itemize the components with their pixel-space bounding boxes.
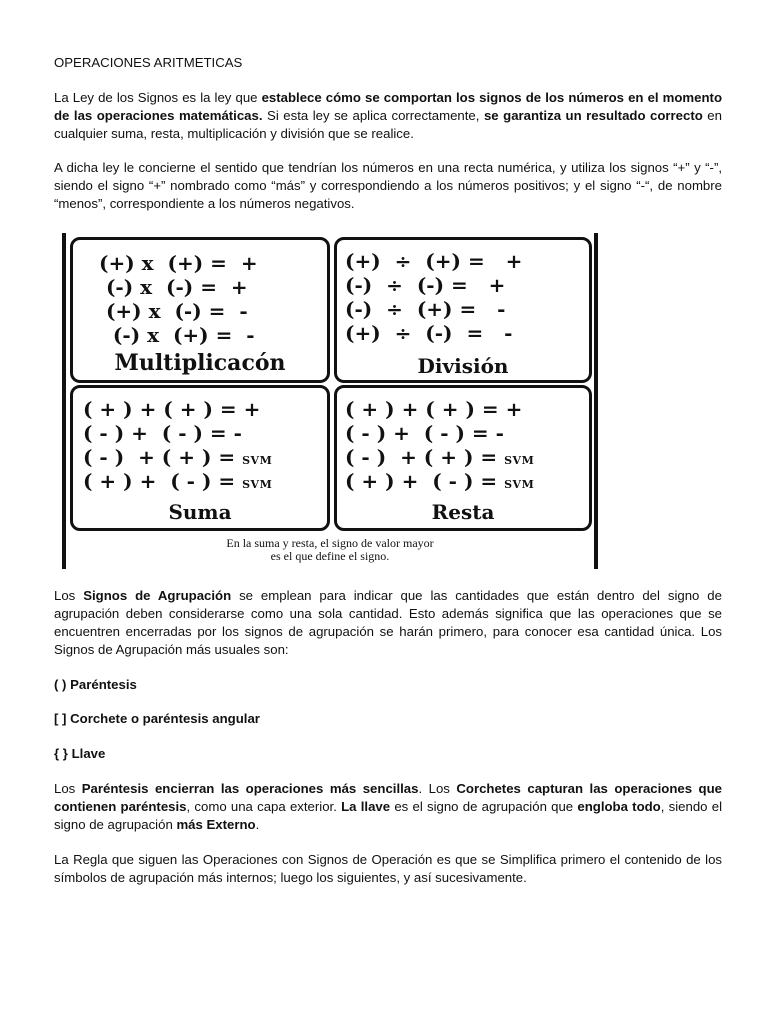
sum-label: Suma — [168, 500, 232, 524]
text-run: . — [255, 817, 260, 832]
grouping-item-corchete — [54, 710, 722, 728]
rule-expression: ( - ) + ( - ) = - — [83, 421, 242, 445]
rule-expression: ( - ) + ( + ) = — [345, 445, 505, 469]
signs-rules-figure — [62, 233, 598, 569]
grouping-name: Corchete o paréntesis angular — [66, 711, 260, 726]
paragraph-jerarquia-agrupacion — [54, 780, 722, 834]
rule-expression: ( + ) + ( + ) = + — [345, 397, 523, 421]
bold-run: se garantiza un resultado correcto — [483, 108, 703, 123]
multiplication-rule: (-) x (-) = + — [99, 275, 248, 299]
text-run: , como una capa exterior. — [186, 799, 342, 814]
grouping-item-llave — [54, 745, 722, 763]
rule-expression: ( - ) + ( - ) = - — [345, 421, 504, 445]
division-rule: (-) ÷ (+) = - — [345, 297, 506, 321]
rule-expression: ( + ) + ( - ) = — [345, 469, 505, 493]
figure-caption — [66, 537, 594, 563]
division-rule: (-) ÷ (-) = + — [345, 273, 506, 297]
sum-rule — [83, 398, 337, 420]
text-run: La Ley de los Signos es la ley que — [54, 90, 262, 105]
division-box — [334, 237, 592, 383]
sum-rule — [83, 470, 337, 496]
multiplication-rule: (+) x (-) = - — [99, 299, 248, 323]
grouping-symbol: { } — [54, 746, 68, 761]
subtraction-label: Resta — [431, 500, 495, 524]
subtraction-rule — [345, 470, 597, 496]
text-run: es el signo de agrupación que — [390, 799, 578, 814]
division-rule: (+) ÷ (-) = - — [345, 321, 513, 345]
text-run: Los — [54, 588, 84, 603]
subtraction-rule — [345, 398, 597, 420]
document-title: OPERACIONES ARITMETICAS — [54, 55, 243, 70]
bold-run: engloba todo — [577, 799, 661, 814]
subtraction-box — [334, 385, 592, 531]
rule-expression: ( + ) + ( + ) = + — [83, 397, 261, 421]
text-run: se emplean para indicar que las cantidades que están dentro del signo de agrupación deben considerarse como una sola cantidad. Esto además significa que las operaciones que se encuentren encerradas por los signos de agrupación se harán primero, para conocer esa cantidad única. Los Signos de Agrupación más usuales son: — [54, 588, 722, 657]
sum-rule — [83, 422, 337, 444]
text-run: Si esta ley se aplica correctamente, — [262, 108, 484, 123]
multiplication-rule: (+) x (+) = + — [99, 251, 258, 275]
bold-run: establece cómo se comportan los signos de los números en el momento de las operaciones matemáticas. — [54, 90, 722, 123]
grouping-name: Llave — [67, 746, 106, 761]
svm-note: SVM — [242, 478, 273, 491]
bold-run: más Externo — [176, 817, 256, 832]
grouping-name: Paréntesis — [66, 677, 137, 692]
svm-note: SVM — [504, 454, 535, 467]
text-run: en cualquier suma, resta, multiplicación y división que se realice. — [54, 108, 722, 141]
multiplication-rule: (-) x (+) = - — [99, 323, 255, 347]
division-label: División — [417, 354, 509, 378]
grouping-symbol: ( ) — [54, 677, 67, 692]
bold-run: Paréntesis encierran las operaciones más sencillas — [81, 781, 419, 796]
grouping-symbol: [ ] — [54, 711, 67, 726]
text-run: . Los — [418, 781, 457, 796]
sum-box — [70, 385, 330, 531]
paragraph-ley-de-signos — [54, 89, 722, 143]
caption-line: En la suma y resta, el signo de valor mayor — [226, 536, 434, 550]
svm-note: SVM — [242, 454, 273, 467]
caption-line: es el que define el signo. — [270, 549, 390, 563]
svm-note: SVM — [504, 478, 535, 491]
multiplication-label: Multiplicacón — [114, 350, 286, 376]
text-run: Los — [54, 781, 82, 796]
text-run: , siendo el signo de agrupación — [54, 799, 723, 832]
paragraph-recta-numerica: A dicha ley le concierne el sentido que tendrían los números en una recta numérica, y utiliza los signos “+” y “-”, siendo el signo “+” nombrado como “más” y correspondiendo a los números positivos; y el signo “-“, de nombre “menos”, correspondiente a los números negativos. — [54, 160, 722, 211]
grouping-item-parentesis — [54, 676, 722, 694]
paragraph-signos-agrupacion — [54, 587, 722, 659]
bold-run: Signos de Agrupación — [83, 588, 232, 603]
division-rule: (+) ÷ (+) = + — [345, 249, 523, 273]
paragraph-regla: La Regla que siguen las Operaciones con Signos de Operación es que se Simplifica primero el contenido de los símbolos de agrupación más internos; luego los siguientes, y así sucesivamente. — [54, 852, 722, 885]
bold-run: La llave — [341, 799, 391, 814]
rule-expression: ( - ) + ( + ) = — [83, 445, 243, 469]
multiplication-box — [70, 237, 330, 383]
subtraction-rule — [345, 422, 597, 444]
bold-run: Corchetes capturan las operaciones que contienen paréntesis — [54, 781, 722, 814]
rule-expression: ( + ) + ( - ) = — [83, 469, 243, 493]
